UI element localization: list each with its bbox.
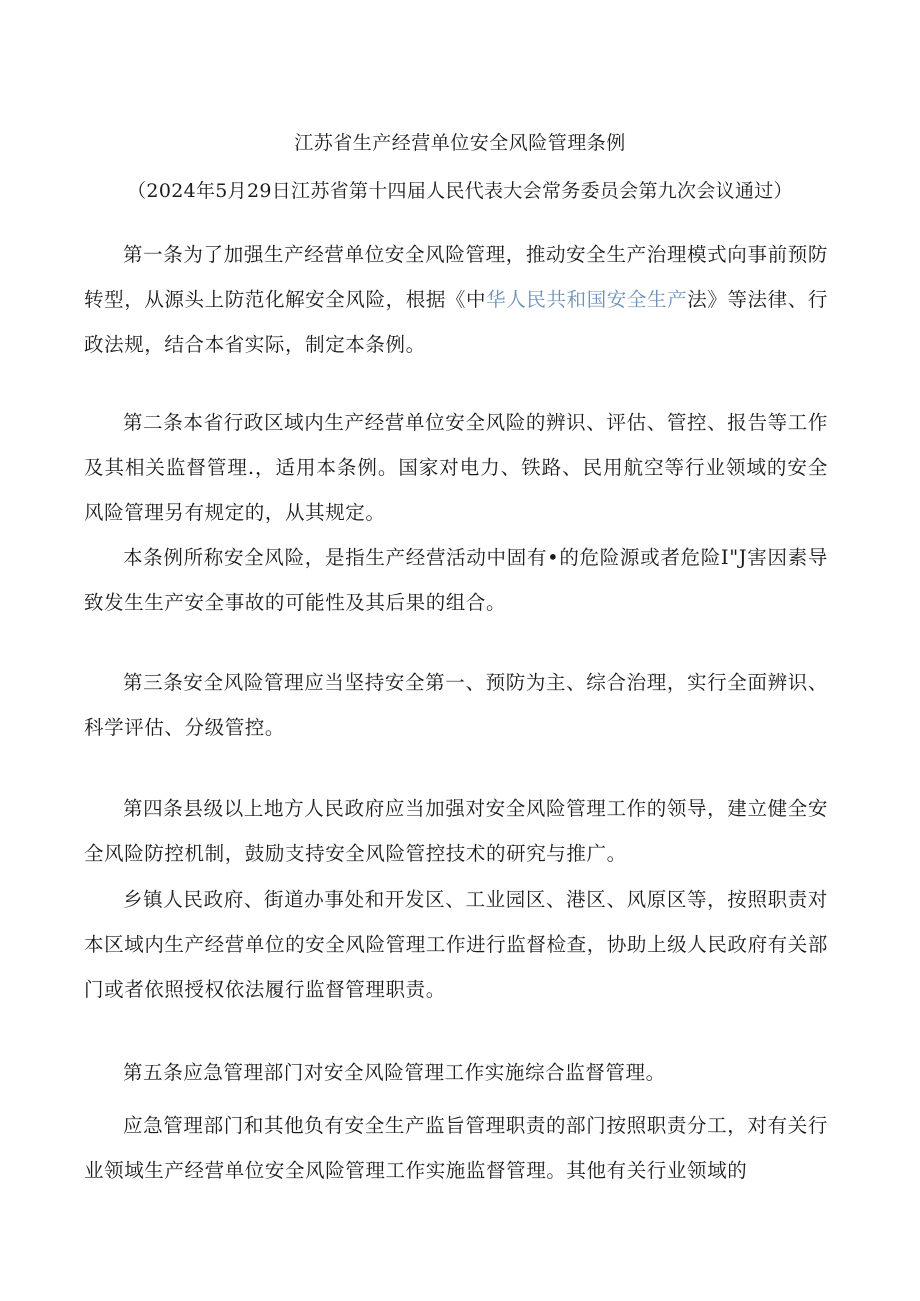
article-1 bbox=[84, 232, 828, 367]
law-link[interactable]: 华人民共和国安全生产 bbox=[486, 288, 688, 311]
article-4-paragraph-1: 第四条县级以上地方人民政府应当加强对安全风险管理工作的领导，建立健全安全风险防控机制，鼓励支持安全风险管控技术的研究与推广。 bbox=[84, 797, 828, 865]
article-3: 第三条安全风险管理应当坚持安全第一、预防为主、综合治理，实行全面辨识、科学评估、分级管控。 bbox=[84, 671, 828, 739]
article-5-paragraph-1: 第五条应急管理部门对安全风险管理工作实施综合监督管理。 bbox=[123, 1061, 666, 1084]
article-5-paragraph-2: 应急管理部门和其他负有安全生产监旨管理职责的部门按照职责分工，对有关行业领域生产经营单位安全风险管理工作实施监督管理。其他有关行业领域的 bbox=[84, 1114, 828, 1182]
article-2-paragraph-2: 本条例所称安全风险，是指生产经营活动中固有•的危险源或者危险I"J害因素导致发生生产安全事故的可能性及其后果的组合。 bbox=[84, 546, 828, 614]
article-1-text-before-link: 第一条为了加强生产经营单位安全风险管理，推动安全生产治理模式向事前预防转型，从源头上防范化解安全风险，根据《中 bbox=[84, 243, 828, 311]
document-subtitle: （2024年5月29日江苏省第十四届人民代表大会常务委员会第九次会议通过） bbox=[127, 180, 793, 202]
article-2-paragraph-1: 第二条本省行政区域内生产经营单位安全风险的辨识、评估、管控、报告等工作及其相关监督管理.，适用本条例。国家对电力、铁路、民用航空等行业领域的安全风险管理另有规定的，从其规定。 bbox=[84, 411, 828, 524]
document-title: 江苏省生产经营单位安全风险管理条例 bbox=[294, 132, 626, 154]
article-4-paragraph-2: 乡镇人民政府、街道办事处和开发区、工业园区、港区、风原区等，按照职责对本区域内生产经营单位的安全风险管理工作进行监督检查，协助上级人民政府有关部门或者依照授权依法履行监督管理职责。 bbox=[84, 888, 828, 1001]
article-1-text-after-link: 法》等法律、行政法规，结合本省实际，制定本条例。 bbox=[84, 288, 828, 356]
